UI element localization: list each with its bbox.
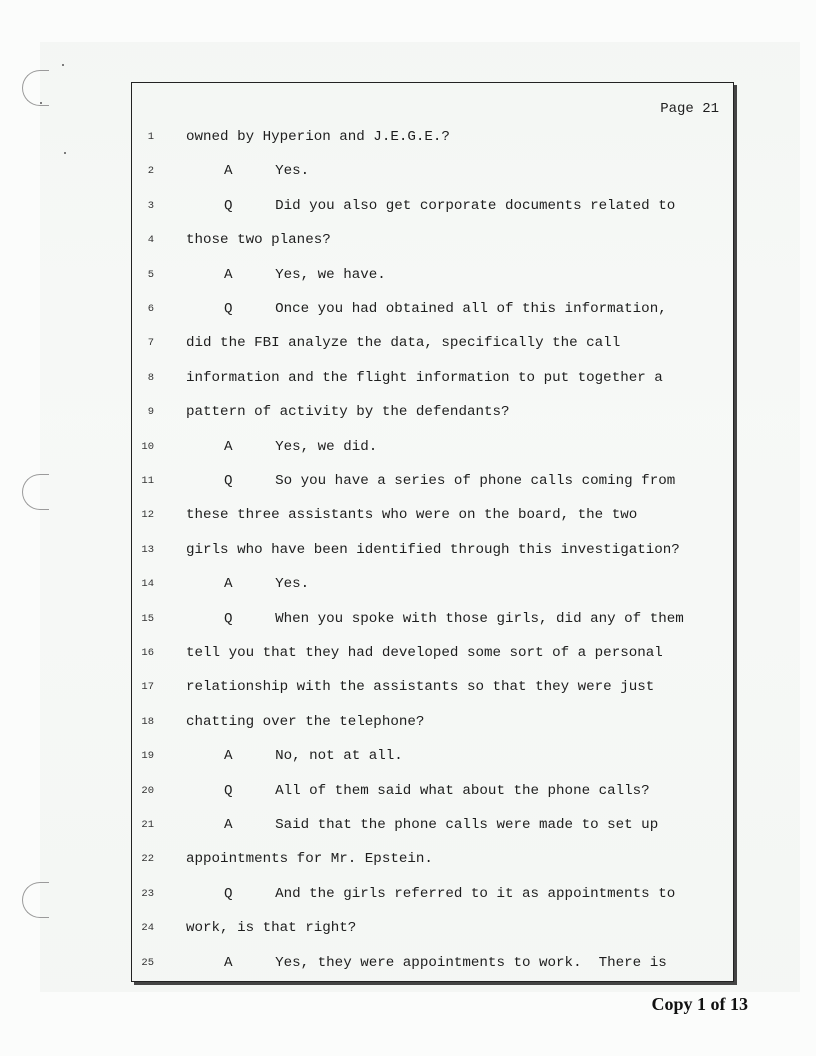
copy-label: Copy 1 of 13	[651, 994, 748, 1014]
page-number: Page 21	[660, 101, 719, 117]
line-number: 19	[141, 750, 154, 763]
line-number: 15	[141, 612, 154, 625]
transcript-page	[131, 82, 734, 982]
transcript-line	[132, 265, 733, 285]
transcript-line	[132, 437, 733, 457]
line-text: appointments for Mr. Epstein.	[186, 851, 433, 868]
punch-hole-bottom	[22, 882, 49, 918]
line-number: 22	[141, 853, 154, 866]
line-text: chatting over the telephone?	[186, 713, 425, 730]
line-text: A Yes.	[224, 163, 310, 180]
line-text: Q When you spoke with those girls, did any of them	[224, 610, 684, 627]
transcript-line	[132, 127, 733, 147]
line-text: A Yes.	[224, 576, 310, 593]
line-text: those two planes?	[186, 232, 331, 249]
transcript-line	[132, 712, 733, 732]
scan-speck	[40, 102, 42, 104]
transcript-line	[132, 781, 733, 801]
line-number: 17	[141, 681, 154, 694]
line-text: pattern of activity by the defendants?	[186, 404, 510, 421]
transcript-line	[132, 505, 733, 525]
transcript-line	[132, 402, 733, 422]
line-number: 4	[147, 234, 154, 247]
line-text: these three assistants who were on the board, the two	[186, 507, 638, 524]
transcript-line	[132, 953, 733, 973]
line-text: A Yes, we have.	[224, 266, 386, 283]
punch-hole-middle	[22, 474, 49, 510]
transcript-line	[132, 368, 733, 388]
line-text: Q Once you had obtained all of this information,	[224, 301, 667, 317]
line-text: work, is that right?	[186, 920, 357, 937]
transcript-line	[132, 884, 733, 904]
line-text: girls who have been identified through this investigation?	[186, 541, 680, 558]
line-number: 8	[147, 371, 154, 384]
line-number: 16	[141, 647, 154, 659]
transcript-line	[132, 230, 733, 250]
punch-hole-top	[22, 70, 49, 106]
line-number: 6	[147, 303, 154, 315]
transcript-line	[132, 471, 733, 491]
line-text: A Yes, they were appointments to work. There is	[224, 954, 667, 971]
line-number: 14	[141, 578, 154, 591]
line-text: Q Did you also get corporate documents related to	[224, 197, 676, 214]
line-number: 1	[147, 131, 154, 143]
transcript-line	[132, 540, 733, 560]
line-text: Q So you have a series of phone calls coming from	[224, 473, 676, 489]
line-number: 20	[141, 784, 154, 797]
line-number: 2	[147, 165, 154, 178]
transcript-line	[132, 677, 733, 697]
transcript-line	[132, 609, 733, 629]
line-text: Q All of them said what about the phone calls?	[224, 782, 650, 799]
line-text: A Yes, we did.	[224, 438, 378, 455]
line-text: A Said that the phone calls were made to set up	[224, 817, 659, 833]
transcript-line	[132, 815, 733, 835]
line-text: tell you that they had developed some sort of a personal	[186, 645, 663, 661]
scan-speck	[62, 64, 64, 66]
transcript-line	[132, 643, 733, 663]
transcript-line	[132, 849, 733, 869]
transcript-line	[132, 333, 733, 353]
scan-speck	[64, 152, 66, 154]
line-number: 21	[141, 819, 154, 831]
line-number: 23	[141, 887, 154, 900]
line-number: 25	[141, 956, 154, 969]
transcript-line	[132, 746, 733, 766]
line-number: 13	[141, 543, 154, 556]
line-number: 10	[141, 440, 154, 453]
line-number: 18	[141, 715, 154, 728]
line-number: 7	[147, 337, 154, 350]
line-number: 3	[147, 199, 154, 212]
transcript-line	[132, 574, 733, 594]
transcript-line	[132, 196, 733, 216]
line-number: 24	[141, 922, 154, 935]
transcript-line	[132, 299, 733, 319]
line-number: 9	[147, 406, 154, 419]
line-number: 11	[141, 475, 154, 487]
line-number: 5	[147, 268, 154, 281]
transcript-line	[132, 161, 733, 181]
line-text: information and the flight information to put together a	[186, 369, 663, 386]
line-number: 12	[141, 509, 154, 522]
line-text: owned by Hyperion and J.E.G.E.?	[186, 129, 450, 145]
line-text: did the FBI analyze the data, specifically the call	[186, 335, 621, 352]
line-text: relationship with the assistants so that they were just	[186, 679, 655, 696]
transcript-line	[132, 918, 733, 938]
line-text: A No, not at all.	[224, 748, 403, 765]
line-text: Q And the girls referred to it as appointments to	[224, 885, 676, 902]
